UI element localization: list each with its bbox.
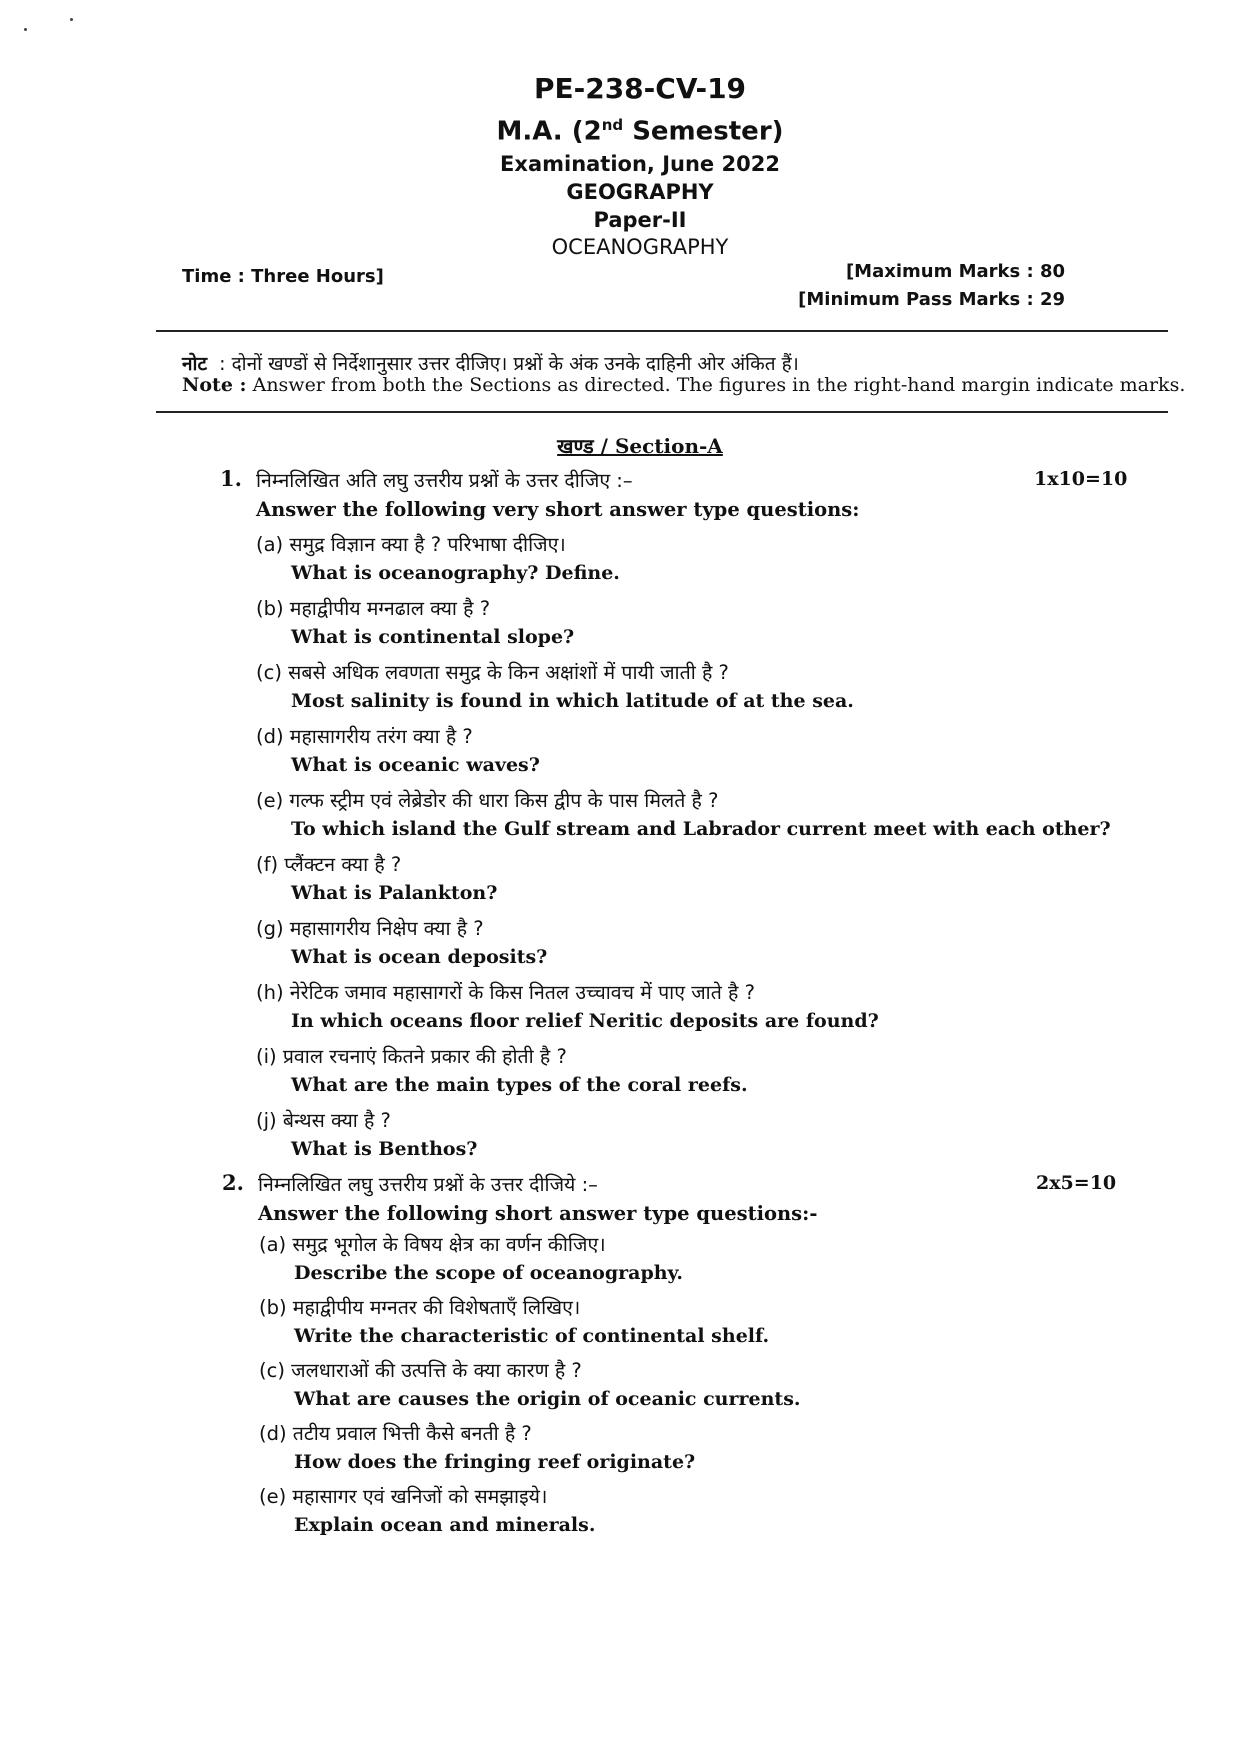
- question-english: Answer the following short answer type questions:-: [258, 1202, 818, 1225]
- sub-question-hindi: (h) नेरेटिक जमाव महासागरों के किस नितल उच्चावच में पाए जाते है ?: [256, 981, 755, 1004]
- minimum-pass-marks: [Minimum Pass Marks : 29: [798, 289, 1065, 310]
- sub-question-english: In which oceans floor relief Neritic deposits are found?: [291, 1010, 879, 1032]
- subject-line: GEOGRAPHY: [566, 180, 714, 204]
- sub-question-english: How does the fringing reef originate?: [294, 1451, 696, 1473]
- paper-line: Paper-II: [593, 208, 687, 232]
- degree-pre: M.A. (2: [496, 116, 602, 147]
- question-hindi: निम्नलिखित अति लघु उत्तरीय प्रश्नों के उत्तर दीजिए :–: [256, 469, 633, 492]
- question-english: Answer the following very short answer type questions:: [256, 498, 860, 521]
- maximum-marks: [Maximum Marks : 80: [845, 261, 1065, 282]
- scan-speck: [24, 28, 27, 31]
- note-english-text: Answer from both the Sections as directed. The figures in the right-hand margin indicate marks.: [252, 374, 1186, 396]
- sub-question-english: What is ocean deposits?: [291, 946, 548, 968]
- sub-question-hindi: (a) समुद्र भूगोल के विषय क्षेत्र का वर्णन कीजिए।: [259, 1233, 606, 1256]
- degree-sup: nd: [601, 116, 624, 134]
- sub-question-hindi: (a) समुद्र विज्ञान क्या है ? परिभाषा दीजिए।: [256, 533, 566, 556]
- sub-question-hindi: (c) सबसे अधिक लवणता समुद्र के किन अक्षांशों में पायी जाती है ?: [256, 661, 729, 684]
- section-heading: खण्ड / Section-A: [557, 434, 723, 458]
- note-english-label: Note :: [182, 374, 247, 396]
- question-number: 2.: [222, 1170, 244, 1195]
- sub-question-english: What is oceanography? Define.: [291, 562, 620, 584]
- sub-question-hindi: (j) बेन्थस क्या है ?: [256, 1109, 391, 1132]
- sub-question-hindi: (d) महासागरीय तरंग क्या है ?: [256, 725, 473, 748]
- divider-top: [156, 330, 1168, 332]
- sub-question-english: What are causes the origin of oceanic currents.: [294, 1388, 801, 1410]
- sub-question-english: What are the main types of the coral reefs.: [291, 1074, 748, 1096]
- question-marks: 1x10=10: [1034, 468, 1128, 490]
- sub-question-hindi: (d) तटीय प्रवाल भित्ती कैसे बनती है ?: [259, 1422, 532, 1445]
- note-hindi: [182, 350, 799, 376]
- question-hindi: निम्नलिखित लघु उत्तरीय प्रश्नों के उत्तर दीजिये :–: [258, 1173, 598, 1196]
- sub-question-hindi: (i) प्रवाल रचनाएं कितने प्रकार की होती है ?: [256, 1045, 567, 1068]
- note-hindi-text: : दोनों खण्डों से निर्देशानुसार उत्तर दीजिए। प्रश्नों के अंक उनके दाहिनी ओर अंकित हैं।: [219, 353, 799, 375]
- sub-question-english: What is Benthos?: [291, 1138, 478, 1160]
- exam-line: Examination, June 2022: [500, 152, 780, 176]
- sub-question-english: What is Palankton?: [291, 882, 498, 904]
- sub-question-english: To which island the Gulf stream and Labrador current meet with each other?: [291, 818, 1111, 840]
- sub-question-hindi: (f) प्लैंक्टन क्या है ?: [256, 853, 402, 876]
- question-number: 1.: [220, 466, 242, 491]
- degree-post: Semester): [623, 116, 784, 147]
- time-allowed: Time : Three Hours]: [182, 266, 384, 287]
- divider-bottom: [156, 411, 1168, 413]
- sub-question-english: Write the characteristic of continental shelf.: [294, 1325, 770, 1347]
- sub-question-hindi: (c) जलधाराओं की उत्पत्ति के क्या कारण है ?: [259, 1359, 582, 1382]
- scan-speck: [70, 18, 73, 21]
- note-hindi-label: नोट: [182, 353, 208, 375]
- sub-question-english: Describe the scope of oceanography.: [294, 1262, 684, 1284]
- question-marks: 2x5=10: [1036, 1172, 1117, 1194]
- degree-line: [0, 116, 1241, 147]
- sub-question-hindi: (e) गल्फ स्ट्रीम एवं लेब्रेडोर की धारा किस द्वीप के पास मिलते है ?: [256, 789, 719, 812]
- note-english: [182, 374, 1185, 396]
- sub-question-hindi: (b) महाद्वीपीय मग्नतर की विशेषताएँ लिखिए।: [259, 1296, 581, 1319]
- sub-question-english: Most salinity is found in which latitude of at the sea.: [291, 690, 854, 712]
- sub-question-english: What is continental slope?: [291, 626, 575, 648]
- sub-question-hindi: (e) महासागर एवं खनिजों को समझाइये।: [259, 1485, 548, 1508]
- sub-question-hindi: (b) महाद्वीपीय मग्नढाल क्या है ?: [256, 597, 491, 620]
- paper-code: PE-238-CV-19: [533, 72, 747, 105]
- paper-title: OCEANOGRAPHY: [551, 235, 729, 259]
- sub-question-english: Explain ocean and minerals.: [294, 1514, 596, 1536]
- sub-question-english: What is oceanic waves?: [291, 754, 540, 776]
- sub-question-hindi: (g) महासागरीय निक्षेप क्या है ?: [256, 917, 484, 940]
